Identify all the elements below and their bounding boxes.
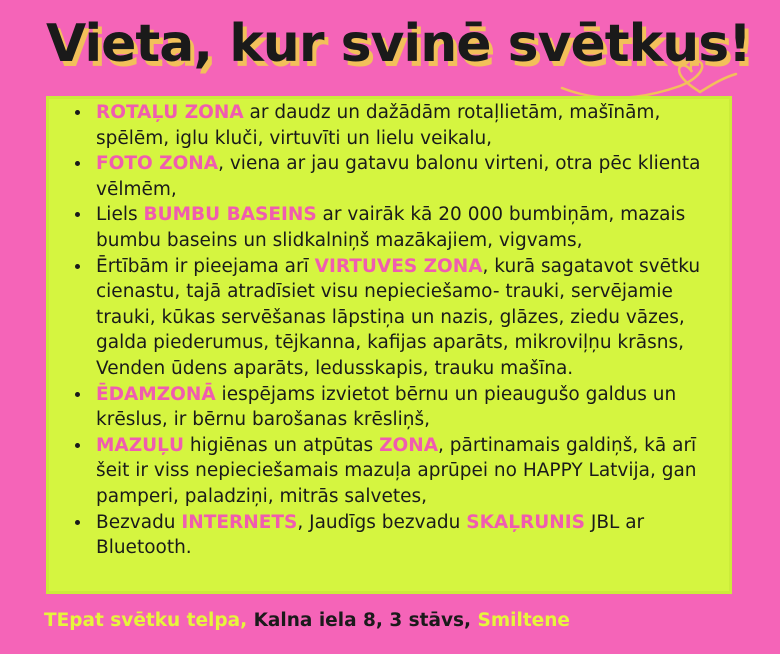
feature-highlight-2: ZONA [379,434,439,456]
feature-text-2: , pārtinamais galdiņš, kā arī šeit ir viss nepieciešamais mazuļa aprūpei no HAPPY Latvija, gan pamperi, paladziņi, mitrās salvetes, [96,434,697,507]
feature-text: ar vairāk kā 20 000 bumbiņām, mazais bumbu baseins un slidkalniņš mazākajiem, vigvams, [96,204,686,251]
feature-highlight: FOTO ZONA [96,153,219,175]
list-item [92,100,718,151]
header [0,4,780,96]
feature-prefix: Ērtībām ir pieejama arī [96,255,315,277]
address-footer [44,610,570,631]
venue-label: TEpat svētku telpa, [44,610,254,631]
feature-highlight: INTERNETS [181,511,298,533]
list-item [92,202,718,253]
feature-text: , kurā sagatavot svētku cienastu, tajā atradīsiet visu nepieciešamo- trauki, servējamie trauki, kūkas servēšanas lāpstiņa un nazis, glāzes, ziedu vāzes, galda piederumus, tējkanna, kafijas aparāts, mikroviļņu krāsns, Venden ūdens aparāts, ledusskapis, trauku mašīna. [96,255,701,379]
city-name: Smiltene [477,610,570,631]
list-item [92,254,718,382]
feature-prefix: Bezvadu [96,511,182,533]
feature-text: iespējams izvietot bērnu un pieaugušo galdus un krēslus, ir bērnu barošanas krēsliņš, [96,383,677,431]
feature-highlight: MAZUĻU [96,434,184,456]
list-item [92,510,718,561]
page-title: Vieta, kur svinē svētkus! [46,14,751,74]
feature-highlight: ĒDAMZONĀ [96,383,216,405]
feature-text: , viena ar jau gatavu balonu virteni, otra pēc klienta vēlmēm, [96,153,701,200]
feature-highlight-2: SKAĻRUNIS [466,511,585,533]
feature-highlight: ROTAĻU ZONA [96,102,244,123]
list-item [92,151,718,202]
features-list [46,100,732,561]
feature-prefix: Liels [96,204,144,226]
feature-text: higiēnas un atpūtas [183,434,380,456]
feature-text: , Jaudīgs bezvadu [297,511,467,533]
list-item [92,382,718,433]
feature-text: ar daudz un dažādām rotaļlietām, mašīnām, spēlēm, iglu kluči, virtuvīti un lielu veikalu, [96,102,661,149]
features-card [46,96,732,594]
feature-highlight: VIRTUVES ZONA [314,255,483,277]
street-address: Kalna iela 8, 3 stāvs, [253,610,478,631]
feature-highlight: BUMBU BASEINS [143,204,317,226]
feature-text-2: JBL ar Bluetooth. [96,511,645,559]
list-item [92,433,718,510]
